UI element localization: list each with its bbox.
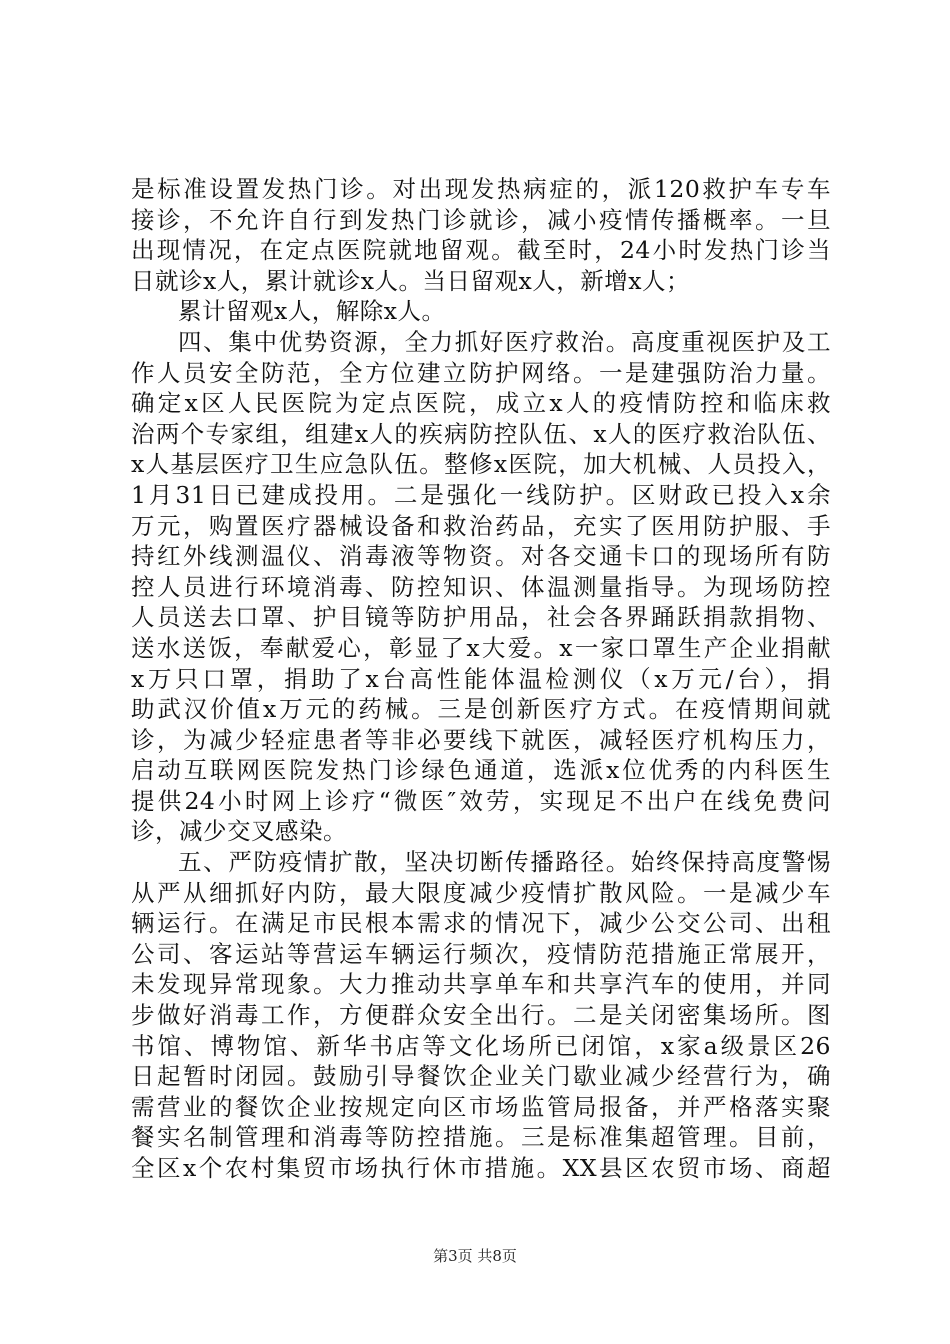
text-line: 持红外线测温仪、消毒液等物资。对各交通卡口的现场所有防 [131,542,831,571]
document-body [131,174,831,1184]
text-line: x人基层医疗卫生应急队伍。整修x医院，加大机械、人员投入， [131,450,831,479]
text-line: 日起暂时闭园。鼓励引导餐饮企业关门歇业减少经营行为，确 [131,1062,831,1091]
text-line: 日就诊x人，累计就诊x人。当日留观x人，新增x人； [131,266,691,295]
text-line: 是标准设置发热门诊。对出现发热病症的，派120救护车专车 [131,175,831,203]
text-line: 启动互联网医院发热门诊绿色通道，选派x位优秀的内科医生 [131,756,831,785]
text-line: 累计留观x人，解除x人。 [178,297,446,326]
text-line: 万元，购置医疗器械设备和救治药品，充实了医用防护服、手 [131,511,831,540]
text-line: 未发现异常现象。大力推动共享单车和共享汽车的使用，并同 [131,970,831,999]
text-line: 五、严防疫情扩散，坚决切断传播路径。始终保持高度警惕 [178,848,831,877]
text-line: 书馆、博物馆、新华书店等文化场所已闭馆，x家a级景区26 [131,1031,831,1060]
text-line: 人员送去口罩、护目镜等防护用品，社会各界踊跃捐款捐物、 [131,603,831,632]
text-line: 出现情况，在定点医院就地留观。截至时，24小时发热门诊当 [131,236,831,265]
text-line: 作人员安全防范，全方位建立防护网络。一是建强防治力量。 [131,358,831,387]
text-line: 辆运行。在满足市民根本需求的情况下，减少公交公司、出租 [131,909,831,938]
text-line: 控人员进行环境消毒、防控知识、体温测量指导。为现场防控 [131,572,831,601]
text-line: 诊，减少交叉感染。 [131,817,347,846]
text-line: 四、集中优势资源，全力抓好医疗救治。高度重视医护及工 [178,327,831,356]
text-line: 助武汉价值x万元的药械。三是创新医疗方式。在疫情期间就 [131,695,831,724]
text-line: x万只口罩，捐助了x台高性能体温检测仪（x万元/台），捐 [131,664,831,693]
text-line: 提供24小时网上诊疗“微医″效劳，实现足不出户在线免费问 [131,786,831,815]
text-line: 需营业的餐饮企业按规定向区市场监管局报备，并严格落实聚 [131,1092,831,1121]
text-line: 1月31日已建成投用。二是强化一线防护。区财政已投入x余 [131,480,831,509]
text-line: 诊，为减少轻症患者等非必要线下就医，减轻医疗机构压力， [131,725,831,754]
text-line: 公司、客运站等营运车辆运行频次，疫情防范措施正常展开， [131,939,831,968]
page-number-footer: 第3页 共8页 [433,1247,517,1265]
text-line: 治两个专家组，组建x人的疾病防控队伍、x人的医疗救治队伍、 [131,419,831,448]
text-line: 全区x个农村集贸市场执行休市措施。XX县区农贸市场、商超 [131,1154,831,1182]
text-line: 接诊，不允许自行到发热门诊就诊，减小疫情传播概率。一旦 [131,205,831,234]
text-line: 步做好消毒工作，方便群众安全出行。二是关闭密集场所。图 [131,1001,831,1030]
text-line: 送水送饭，奉献爱心，彰显了x大爱。x一家口罩生产企业捐献 [131,633,831,662]
text-line: 确定x区人民医院为定点医院，成立x人的疫情防控和临床救 [131,389,831,418]
text-line: 从严从细抓好内防，最大限度减少疫情扩散风险。一是减少车 [131,878,831,907]
text-line: 餐实名制管理和消毒等防控措施。三是标准集超管理。目前， [131,1123,831,1152]
